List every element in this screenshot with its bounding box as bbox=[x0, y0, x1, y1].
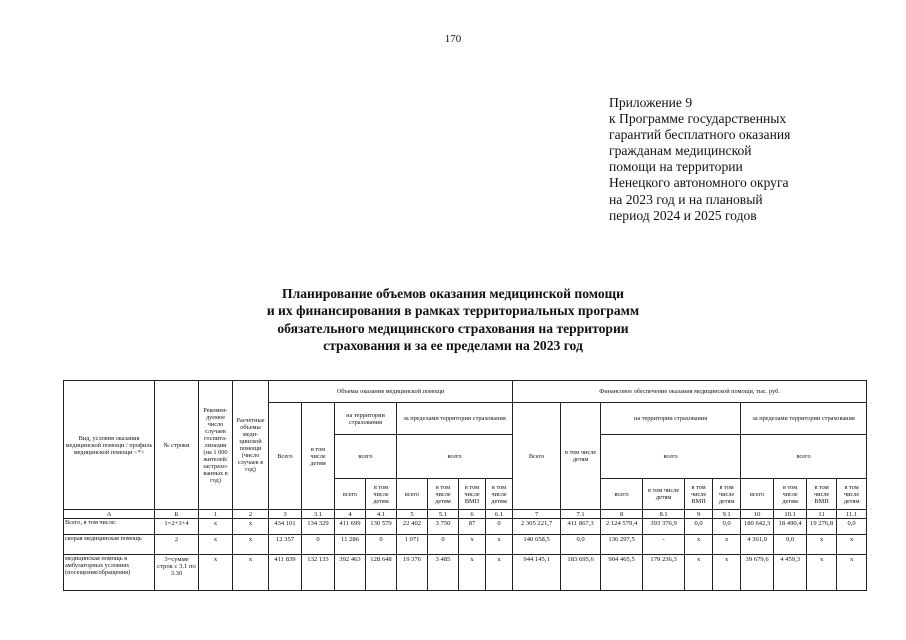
column-index: 4 bbox=[335, 510, 366, 519]
table-cell: 2 bbox=[155, 535, 199, 555]
header-sub: в том числе ВМП bbox=[459, 479, 486, 510]
column-index-row bbox=[64, 510, 867, 519]
table-cell: 183 695,6 bbox=[561, 555, 601, 591]
table-cell: 1=2+3+4 bbox=[155, 519, 199, 535]
table-cell: 944 145,1 bbox=[513, 555, 561, 591]
column-index: А bbox=[64, 510, 155, 519]
table-cell: 0 bbox=[486, 519, 513, 535]
table-cell: 180 642,3 bbox=[741, 519, 774, 535]
table-cell: 87 bbox=[459, 519, 486, 535]
header-on-territory: на территории страхования bbox=[335, 403, 397, 435]
table-cell: 0,0 bbox=[685, 519, 713, 535]
header-volumes: Объемы оказания медицинской помощи bbox=[269, 381, 513, 403]
table-cell: 411 839 bbox=[269, 555, 302, 591]
header-vsego: всего bbox=[397, 435, 513, 479]
table-cell: 904 465,5 bbox=[601, 555, 643, 591]
table-cell: 1 071 bbox=[397, 535, 428, 555]
column-index: 11.1 bbox=[837, 510, 867, 519]
table-cell: x bbox=[233, 535, 269, 555]
table-cell: 2 305 221,7 bbox=[513, 519, 561, 535]
table-cell: 128 648 bbox=[366, 555, 397, 591]
column-index: 3.1 bbox=[302, 510, 335, 519]
table-cell: 0,0 bbox=[774, 535, 807, 555]
header-row-number: № строки bbox=[155, 381, 199, 510]
header-fin-on-territory: на территории страхования bbox=[601, 403, 741, 435]
header-volumes-total: Всего bbox=[269, 403, 302, 510]
document-title bbox=[0, 285, 906, 354]
table-cell: 0 bbox=[366, 535, 397, 555]
header-vsego: всего bbox=[335, 435, 397, 479]
table-cell: 22 402 bbox=[397, 519, 428, 535]
header-sub: в том числе детям bbox=[428, 479, 459, 510]
appendix-line: к Программе государственных bbox=[609, 111, 787, 127]
header-sub: всего bbox=[397, 479, 428, 510]
table-row bbox=[64, 519, 867, 535]
table-cell: 0,0 bbox=[561, 535, 601, 555]
table-cell: 18 490,4 bbox=[774, 519, 807, 535]
column-index: 9 bbox=[685, 510, 713, 519]
column-index: 4.1 bbox=[366, 510, 397, 519]
title-line: обязательного медицинского страхования на территории bbox=[277, 320, 629, 336]
row-label: медицинская помощь в амбулаторных условиях (посещения/обращения) bbox=[64, 555, 155, 591]
table-cell: x bbox=[486, 555, 513, 591]
table-cell: x bbox=[486, 535, 513, 555]
header-sub: всего bbox=[601, 479, 643, 510]
table-cell: 19 276,8 bbox=[807, 519, 837, 535]
table-cell: 0,0 bbox=[837, 519, 867, 535]
table-cell: 179 236,3 bbox=[643, 555, 685, 591]
header-sub: в том числе детям bbox=[486, 479, 513, 510]
column-index: 1 bbox=[199, 510, 233, 519]
table-cell: 136 297,5 bbox=[601, 535, 643, 555]
header-finance-children: в том числе детям bbox=[561, 403, 601, 510]
table-cell: x bbox=[233, 519, 269, 535]
table-cell: x bbox=[713, 555, 741, 591]
table-cell: 392 463 bbox=[335, 555, 366, 591]
header-sub: в том числе детям bbox=[837, 479, 867, 510]
appendix-line: период 2024 и 2025 годов bbox=[609, 207, 757, 223]
appendix-line: гарантий бесплатного оказания bbox=[609, 127, 791, 143]
header-finance-total: Всего bbox=[513, 403, 561, 510]
column-index: 2 bbox=[233, 510, 269, 519]
header-outside-territory: за пределами территории страхования bbox=[397, 403, 513, 435]
column-index: 8.1 bbox=[643, 510, 685, 519]
page-number: 170 bbox=[444, 33, 462, 45]
table-cell: x bbox=[713, 535, 741, 555]
table-row bbox=[64, 555, 867, 591]
header-volumes-children: в том числе детям bbox=[302, 403, 335, 510]
table-cell: x bbox=[807, 555, 837, 591]
table-cell: 3 750 bbox=[428, 519, 459, 535]
column-index: 7 bbox=[513, 510, 561, 519]
appendix-line: гражданам медицинской bbox=[609, 143, 752, 159]
table-cell: x bbox=[199, 555, 233, 591]
table-cell: x bbox=[199, 519, 233, 535]
row-label: скорая медицинская помощь bbox=[64, 535, 155, 555]
row-label: Всего, в том числе: bbox=[64, 519, 155, 535]
header-sub: в том числе детям bbox=[774, 479, 807, 510]
header-fin-outside-territory: за пределами территории страхования bbox=[741, 403, 867, 435]
title-line: и их финансирования в рамках территориальных программ bbox=[266, 303, 640, 319]
column-index: 10 bbox=[741, 510, 774, 519]
table-cell: 2 124 579,4 bbox=[601, 519, 643, 535]
table-cell: 3=сумме строк с 3.1 по 3.30 bbox=[155, 555, 199, 591]
appendix-line: помощи на территории bbox=[609, 159, 743, 175]
header-vsego: всего bbox=[601, 435, 741, 479]
appendix-line: Ненецкого автономного округа bbox=[609, 175, 789, 191]
table-cell: x bbox=[459, 555, 486, 591]
column-index: 9.1 bbox=[713, 510, 741, 519]
table-cell: 0 bbox=[428, 535, 459, 555]
column-index: 5.1 bbox=[428, 510, 459, 519]
table-cell: 411 867,3 bbox=[561, 519, 601, 535]
header-type: Вид, условия оказания медицинской помощи / профиль медицинской помощи <*> bbox=[64, 381, 155, 510]
table-cell: x bbox=[685, 555, 713, 591]
column-index: 8 bbox=[601, 510, 643, 519]
header-calculated: Расчетные объемы меди-цинской помощи (число случаев в год) bbox=[233, 381, 269, 510]
appendix-note bbox=[609, 95, 894, 224]
table-cell: x bbox=[837, 555, 867, 591]
header-sub: в том числе ВМП bbox=[807, 479, 837, 510]
table-cell: 130 579 bbox=[366, 519, 397, 535]
column-index: 6.1 bbox=[486, 510, 513, 519]
table-cell: 411 699 bbox=[335, 519, 366, 535]
table-cell: - bbox=[643, 535, 685, 555]
table-cell: 4 361,0 bbox=[741, 535, 774, 555]
planning-table bbox=[63, 380, 867, 591]
header-vsego: всего bbox=[741, 435, 867, 479]
table-cell: 434 101 bbox=[269, 519, 302, 535]
table-cell: 39 679,6 bbox=[741, 555, 774, 591]
column-index: Б bbox=[155, 510, 199, 519]
header-recommended: Рекомен-дуемое число случаев госпита-лизации (на 1 000 жителей/ застрахо-ванных в год) bbox=[199, 381, 233, 510]
table-cell: x bbox=[199, 535, 233, 555]
table-cell: 0 bbox=[302, 535, 335, 555]
table-cell: 12 357 bbox=[269, 535, 302, 555]
table-cell: 4 459,3 bbox=[774, 555, 807, 591]
column-index: 3 bbox=[269, 510, 302, 519]
table-cell: 19 376 bbox=[397, 555, 428, 591]
appendix-line: Приложение 9 bbox=[609, 95, 693, 110]
header-sub: в том числе детям bbox=[643, 479, 685, 510]
table-cell: x bbox=[685, 535, 713, 555]
header-sub: всего bbox=[741, 479, 774, 510]
title-line: Планирование объемов оказания медицинской помощи bbox=[282, 286, 624, 301]
column-index: 11 bbox=[807, 510, 837, 519]
column-index: 10.1 bbox=[774, 510, 807, 519]
table-cell: 393 376,9 bbox=[643, 519, 685, 535]
header-sub: всего bbox=[335, 479, 366, 510]
column-index: 5 bbox=[397, 510, 428, 519]
column-index: 7.1 bbox=[561, 510, 601, 519]
table-cell: 3 485 bbox=[428, 555, 459, 591]
header-sub: в том числе детям bbox=[366, 479, 397, 510]
table-cell: 11 286 bbox=[335, 535, 366, 555]
column-index: 6 bbox=[459, 510, 486, 519]
header-sub: в том числе ВМП bbox=[685, 479, 713, 510]
table-cell: x bbox=[837, 535, 867, 555]
header-sub: в том числе детям bbox=[713, 479, 741, 510]
table-cell: 132 133 bbox=[302, 555, 335, 591]
table-row bbox=[64, 535, 867, 555]
header-finance: Финансовое обеспечение оказания медицинской помощи, тыс. руб. bbox=[513, 381, 867, 403]
table-cell: 0,0 bbox=[713, 519, 741, 535]
table-cell: x bbox=[459, 535, 486, 555]
table-cell: 140 658,5 bbox=[513, 535, 561, 555]
table-cell: 134 329 bbox=[302, 519, 335, 535]
table-cell: x bbox=[807, 535, 837, 555]
title-line: страхования и за ее пределами на 2023 год bbox=[323, 337, 583, 353]
table-cell: x bbox=[233, 555, 269, 591]
appendix-line: на 2023 год и на плановый bbox=[609, 191, 763, 207]
